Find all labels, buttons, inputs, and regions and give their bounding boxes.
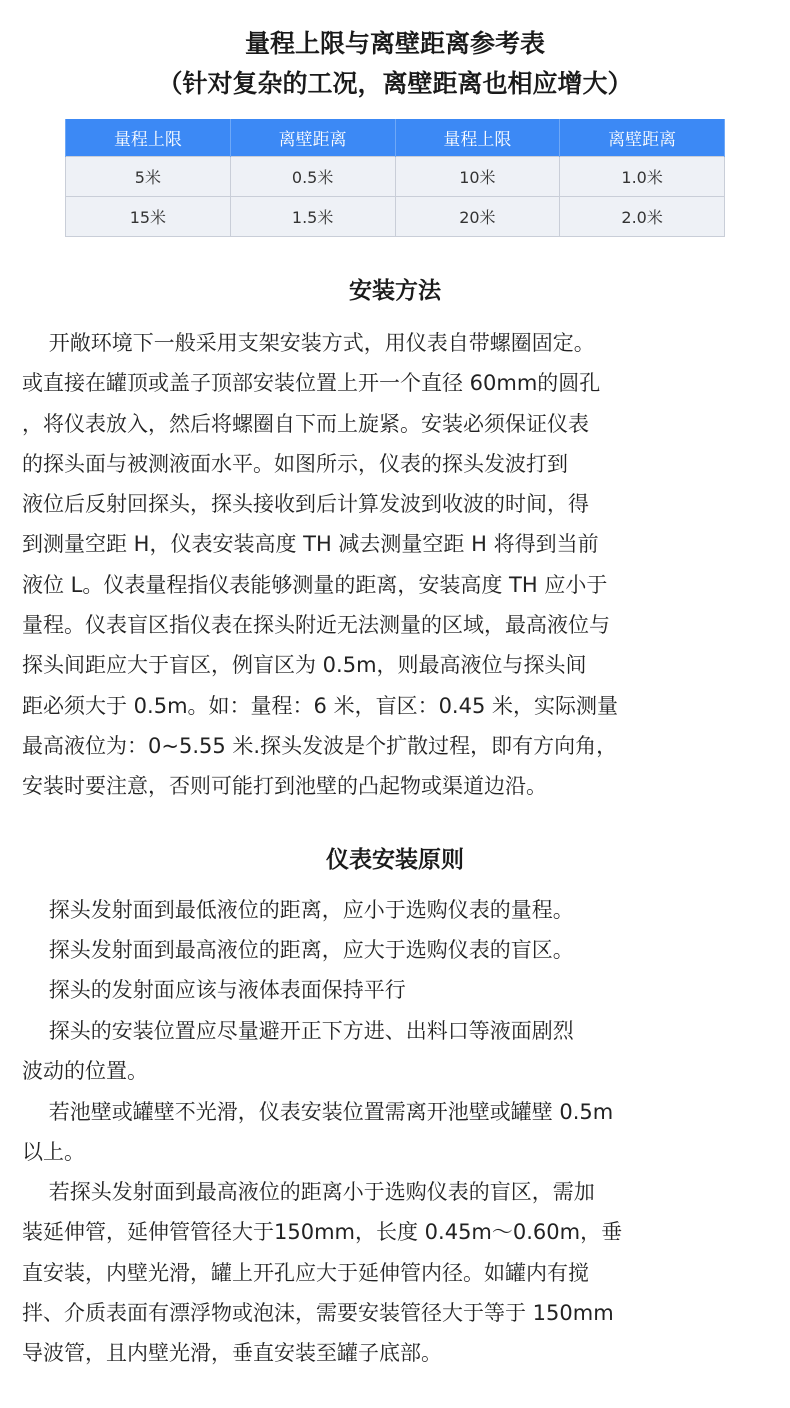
table-cell: 1.0米 <box>560 157 725 197</box>
install-method-heading: 安装方法 <box>349 278 441 304</box>
table-title: 量程上限与离壁距离参考表 <box>244 29 545 58</box>
header-wall-distance: 离壁距离 <box>560 119 725 157</box>
table-header-row <box>66 119 725 157</box>
install-principles-heading: 仪表安装原则 <box>326 847 464 873</box>
table-cell: 0.5米 <box>230 157 395 197</box>
table-cell: 2.0米 <box>560 197 725 237</box>
principle-item: 探头的发射面应该与液体表面保持平行 <box>22 978 406 1002</box>
table-cell: 1.5米 <box>230 197 395 237</box>
table-row <box>66 157 725 197</box>
principle-item: 探头发射面到最低液位的距离，应小于选购仪表的量程。 <box>22 898 574 922</box>
table-cell: 15米 <box>66 197 231 237</box>
table-row <box>66 197 725 237</box>
header-range-limit: 量程上限 <box>395 119 560 157</box>
table-subtitle: （针对复杂的工况，离壁距离也相应增大） <box>157 69 633 98</box>
principle-item: 探头的安装位置应尽量避开正下方进、出料口等液面剧烈 波动的位置。 <box>22 1019 574 1084</box>
header-wall-distance: 离壁距离 <box>230 119 395 157</box>
principle-item: 探头发射面到最高液位的距离，应大于选购仪表的盲区。 <box>22 938 574 962</box>
range-distance-table <box>65 119 725 237</box>
table-cell: 20米 <box>395 197 560 237</box>
table-cell: 10米 <box>395 157 560 197</box>
principle-item: 若池壁或罐壁不光滑，仪表安装位置需离开池壁或罐壁 0.5m 以上。 <box>22 1100 614 1165</box>
install-method-paragraph: 开敞环境下一般采用支架安装方式，用仪表自带螺圈固定。 或直接在罐顶或盖子顶部安装位置上开一个直径 60mm的圆孔 ，将仪表放入，然后将螺圈自下而上旋紧。安装必须保证仪表 的探头面与被测液面水平。如图所示，仪表的探头发波打到 液位后反射回探头，探头接收到后计算发波到收波的时间，得 到测量空距 H，仪表安装高度 TH 减去测量空距 H 将得到当前 液位 L。仪表量程指仪表能够测量的距离，安装高度 TH 应小于 量程。仪表盲区指仪表在探头附近无法测量的区域，最高液位与 探头间距应大于盲区，例盲区为 0.5m，则最高液位与探头间 距必须大于 0.5m。如：量程：6 米，盲区：0.45 米，实际测量 最高液位为：0~5.55 米.探头发波是个扩散过程，即有方向角， 安装时要注意，否则可能打到池壁的凸起物或渠道边沿。 <box>22 331 618 799</box>
principle-item: 若探头发射面到最高液位的距离小于选购仪表的盲区，需加 装延伸管，延伸管管径大于150mm，长度 0.45m～0.60m，垂 直安装，内壁光滑，罐上开孔应大于延伸管内径。如罐内有搅 拌、介质表面有漂浮物或泡沫，需要安装管径大于等于 150mm 导波管，且内壁光滑，垂直安装至罐子底部。 <box>22 1180 623 1366</box>
header-range-limit: 量程上限 <box>66 119 231 157</box>
table-cell: 5米 <box>66 157 231 197</box>
